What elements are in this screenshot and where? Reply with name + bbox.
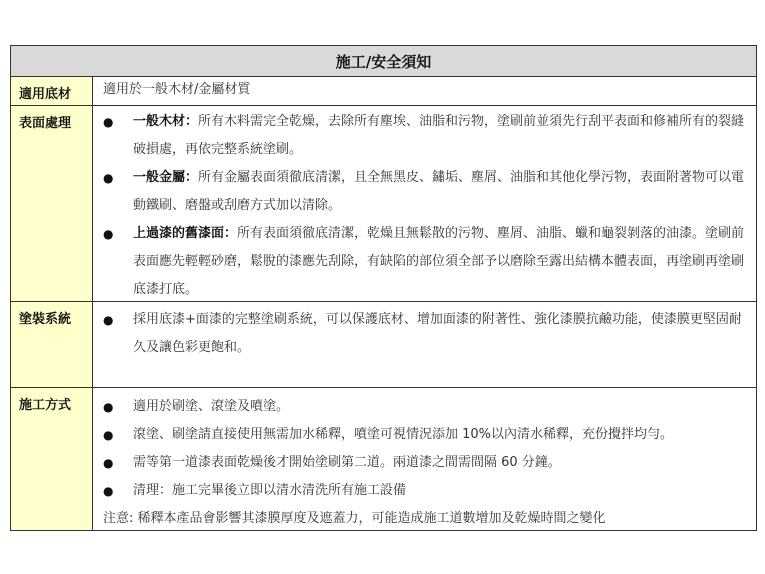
bullet-icon: ● [103,227,114,241]
table-title: 施工/安全須知 [11,46,756,77]
substrate-text: 適用於一般木材/金屬材質 [103,82,251,97]
label-surface: 表面處理 [11,106,93,301]
list-item [93,449,756,477]
bullet-icon: ● [103,456,114,470]
row-method [11,388,756,530]
list-item [93,477,756,505]
item-text: 清理：施工完畢後立即以清水清洗所有施工設備 [133,483,407,498]
row-substrate [11,77,756,106]
label-system: 塗裝系統 [11,302,93,387]
label-substrate: 適用底材 [11,77,93,105]
surface-list [93,106,756,301]
item-heading: 上過漆的舊漆面： [133,226,238,241]
item-text: 所有金屬表面須徹底清潔，且全無黑皮、鏽垢、塵屑、油脂和其他化學污物，表面附著物可以電動鐵刷、磨盤或刮磨方式加以清除。 [133,170,745,213]
bullet-icon: ● [103,313,114,327]
method-list [93,388,756,530]
system-list [93,302,756,387]
row-surface [11,106,756,302]
list-item [93,108,756,164]
list-item [93,393,756,421]
item-heading: 一般金屬： [133,170,199,185]
list-item [93,306,756,362]
dilution-note: 注意: 稀釋本產品會影響其漆膜厚度及遮蓋力，可能造成施工道數增加及乾燥時間之變化 [103,511,606,526]
item-text: 所有表面須徹底清潔，乾燥且無鬆散的污物、塵屑、油脂、蠟和龜裂剝落的油漆。塗刷前表面應先輕輕砂磨，鬆脫的漆應先刮除，有缺陷的部位須全部予以磨除至露出結構本體表面，再塗刷再塗刷底漆打底。 [133,226,745,297]
list-item [93,164,756,220]
bullet-icon: ● [103,428,114,442]
item-text: 採用底漆+面漆的完整塗刷系統，可以保護底材、增加面漆的附著性、強化漆膜抗鹼功能，使漆膜更堅固耐久及讓色彩更飽和。 [133,312,742,355]
bullet-icon: ● [103,115,114,129]
item-text: 需等第一道漆表面乾燥後才開始塗刷第二道。兩道漆之間需間隔 60 分鐘。 [133,455,561,470]
item-heading: 一般木材： [133,114,199,129]
list-item [93,220,756,304]
bullet-icon: ● [103,400,114,414]
item-text: 適用於刷塗、滾塗及噴塗。 [133,399,290,414]
label-method: 施工方式 [11,388,93,530]
safety-instructions-table [10,45,757,531]
item-text: 滾塗、刷塗請直接使用無需加水稀釋，噴塗可視情況添加 10%以內清水稀釋，充份攪拌均勻。 [133,427,674,442]
row-system [11,302,756,388]
bullet-icon: ● [103,171,114,185]
list-item [93,421,756,449]
item-text: 所有木料需完全乾燥，去除所有塵埃、油脂和污物，塗刷前並須先行刮平表面和修補所有的裂縫破損處，再依完整系統塗刷。 [133,114,745,157]
bullet-icon: ● [103,484,114,498]
